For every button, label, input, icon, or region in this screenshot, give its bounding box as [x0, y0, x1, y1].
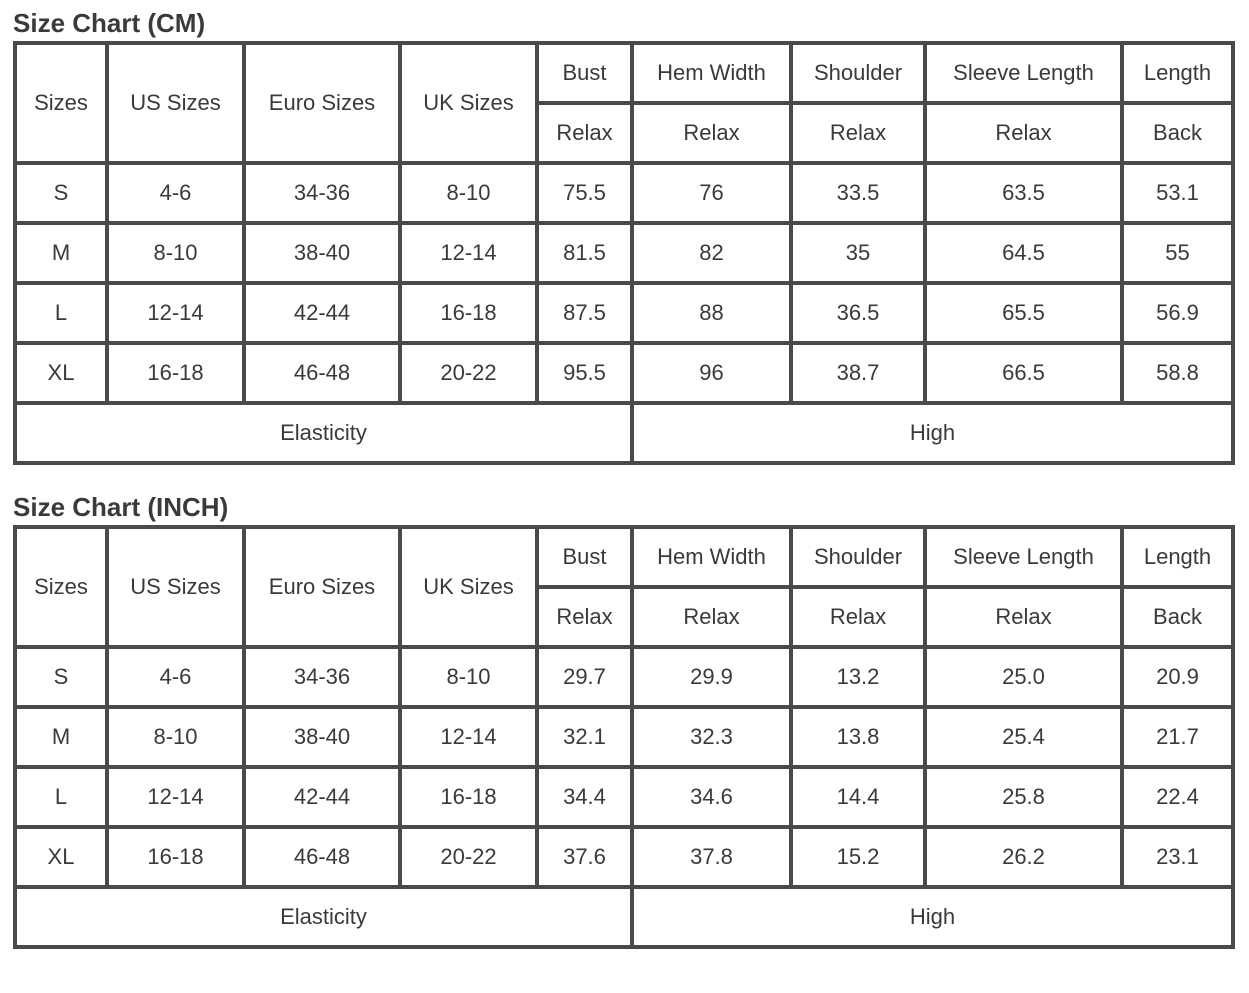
table-cell: 32.3 — [632, 707, 791, 767]
header-euro-sizes: Euro Sizes — [244, 527, 400, 647]
table-cell: 25.4 — [925, 707, 1122, 767]
table-cell: 35 — [791, 223, 925, 283]
table-cell: 76 — [632, 163, 791, 223]
header-row — [15, 527, 1233, 587]
elasticity-value: High — [632, 403, 1233, 463]
header-row — [15, 43, 1233, 103]
table-cell: 16-18 — [107, 343, 244, 403]
table-cell: L — [15, 767, 107, 827]
table-cell: 37.8 — [632, 827, 791, 887]
table-cell: 8-10 — [400, 647, 537, 707]
table-cell: S — [15, 163, 107, 223]
table-cell: 42-44 — [244, 767, 400, 827]
table-cell: 20.9 — [1122, 647, 1233, 707]
table-cell: 12-14 — [400, 707, 537, 767]
subheader-length: Back — [1122, 103, 1233, 163]
header-shoulder: Shoulder — [791, 527, 925, 587]
table-cell: 29.7 — [537, 647, 632, 707]
table-cell: 66.5 — [925, 343, 1122, 403]
header-hem-width: Hem Width — [632, 43, 791, 103]
elasticity-label: Elasticity — [15, 887, 632, 947]
table-cell: 55 — [1122, 223, 1233, 283]
table-cell: 22.4 — [1122, 767, 1233, 827]
table-cell: 34.4 — [537, 767, 632, 827]
header-bust: Bust — [537, 527, 632, 587]
table-cell: XL — [15, 343, 107, 403]
table-cell: 42-44 — [244, 283, 400, 343]
header-uk-sizes: UK Sizes — [400, 43, 537, 163]
table-cell: L — [15, 283, 107, 343]
table-cell: 96 — [632, 343, 791, 403]
table-cell: 38-40 — [244, 223, 400, 283]
header-sleeve-length: Sleeve Length — [925, 43, 1122, 103]
table-cell: 53.1 — [1122, 163, 1233, 223]
header-euro-sizes: Euro Sizes — [244, 43, 400, 163]
table-cell: 12-14 — [107, 767, 244, 827]
header-sizes: Sizes — [15, 43, 107, 163]
elasticity-label: Elasticity — [15, 403, 632, 463]
table-cell: M — [15, 223, 107, 283]
table-cell: 16-18 — [400, 283, 537, 343]
header-shoulder: Shoulder — [791, 43, 925, 103]
table-cell: 34-36 — [244, 163, 400, 223]
header-uk-sizes: UK Sizes — [400, 527, 537, 647]
table-cell: 34.6 — [632, 767, 791, 827]
header-bust: Bust — [537, 43, 632, 103]
elasticity-value: High — [632, 887, 1233, 947]
table-cell: 65.5 — [925, 283, 1122, 343]
subheader-length: Back — [1122, 587, 1233, 647]
table-cell: 75.5 — [537, 163, 632, 223]
table-row-s — [15, 647, 1233, 707]
table-cell: 58.8 — [1122, 343, 1233, 403]
table-cell: 38-40 — [244, 707, 400, 767]
size-chart-inch-table — [13, 525, 1235, 949]
table-cell: 23.1 — [1122, 827, 1233, 887]
table-cell: 25.0 — [925, 647, 1122, 707]
table-row-xl — [15, 343, 1233, 403]
table-row-l — [15, 767, 1233, 827]
table-cell: 88 — [632, 283, 791, 343]
header-sizes: Sizes — [15, 527, 107, 647]
table-cell: 21.7 — [1122, 707, 1233, 767]
table-cell: 16-18 — [107, 827, 244, 887]
table-cell: 34-36 — [244, 647, 400, 707]
table-cell: 56.9 — [1122, 283, 1233, 343]
table-cell: 16-18 — [400, 767, 537, 827]
table-cell: 20-22 — [400, 343, 537, 403]
table-cell: 33.5 — [791, 163, 925, 223]
header-length: Length — [1122, 527, 1233, 587]
table-cell: 8-10 — [107, 223, 244, 283]
table-cell: M — [15, 707, 107, 767]
table-row-l — [15, 283, 1233, 343]
table-cell: 64.5 — [925, 223, 1122, 283]
table-row-m — [15, 223, 1233, 283]
subheader-sleeve-length: Relax — [925, 103, 1122, 163]
table-cell: 12-14 — [400, 223, 537, 283]
header-us-sizes: US Sizes — [107, 527, 244, 647]
table-cell: 95.5 — [537, 343, 632, 403]
header-hem-width: Hem Width — [632, 527, 791, 587]
table-cell: 13.2 — [791, 647, 925, 707]
table-cell: 8-10 — [107, 707, 244, 767]
table-cell: 38.7 — [791, 343, 925, 403]
table-cell: 26.2 — [925, 827, 1122, 887]
table-cell: 12-14 — [107, 283, 244, 343]
table-cell: 63.5 — [925, 163, 1122, 223]
table-cell: 4-6 — [107, 163, 244, 223]
table-cell: 25.8 — [925, 767, 1122, 827]
table-cell: 29.9 — [632, 647, 791, 707]
subheader-hem-width: Relax — [632, 587, 791, 647]
size-chart-inch-title: Size Chart (INCH) — [13, 492, 229, 522]
table-cell: 46-48 — [244, 827, 400, 887]
size-chart-cm-table — [13, 41, 1235, 465]
size-chart-cm-title: Size Chart (CM) — [13, 8, 206, 38]
header-length: Length — [1122, 43, 1233, 103]
table-cell: 13.8 — [791, 707, 925, 767]
table-cell: 14.4 — [791, 767, 925, 827]
elasticity-row — [15, 403, 1233, 463]
table-cell: 81.5 — [537, 223, 632, 283]
table-cell: 37.6 — [537, 827, 632, 887]
table-cell: 46-48 — [244, 343, 400, 403]
subheader-shoulder: Relax — [791, 587, 925, 647]
subheader-bust: Relax — [537, 587, 632, 647]
header-us-sizes: US Sizes — [107, 43, 244, 163]
table-cell: 15.2 — [791, 827, 925, 887]
table-row-s — [15, 163, 1233, 223]
table-cell: XL — [15, 827, 107, 887]
table-cell: 20-22 — [400, 827, 537, 887]
header-sleeve-length: Sleeve Length — [925, 527, 1122, 587]
table-cell: S — [15, 647, 107, 707]
subheader-hem-width: Relax — [632, 103, 791, 163]
subheader-bust: Relax — [537, 103, 632, 163]
elasticity-row — [15, 887, 1233, 947]
table-cell: 4-6 — [107, 647, 244, 707]
subheader-shoulder: Relax — [791, 103, 925, 163]
table-cell: 36.5 — [791, 283, 925, 343]
table-cell: 87.5 — [537, 283, 632, 343]
table-row-m — [15, 707, 1233, 767]
subheader-sleeve-length: Relax — [925, 587, 1122, 647]
table-row-xl — [15, 827, 1233, 887]
table-cell: 32.1 — [537, 707, 632, 767]
table-cell: 8-10 — [400, 163, 537, 223]
table-cell: 82 — [632, 223, 791, 283]
